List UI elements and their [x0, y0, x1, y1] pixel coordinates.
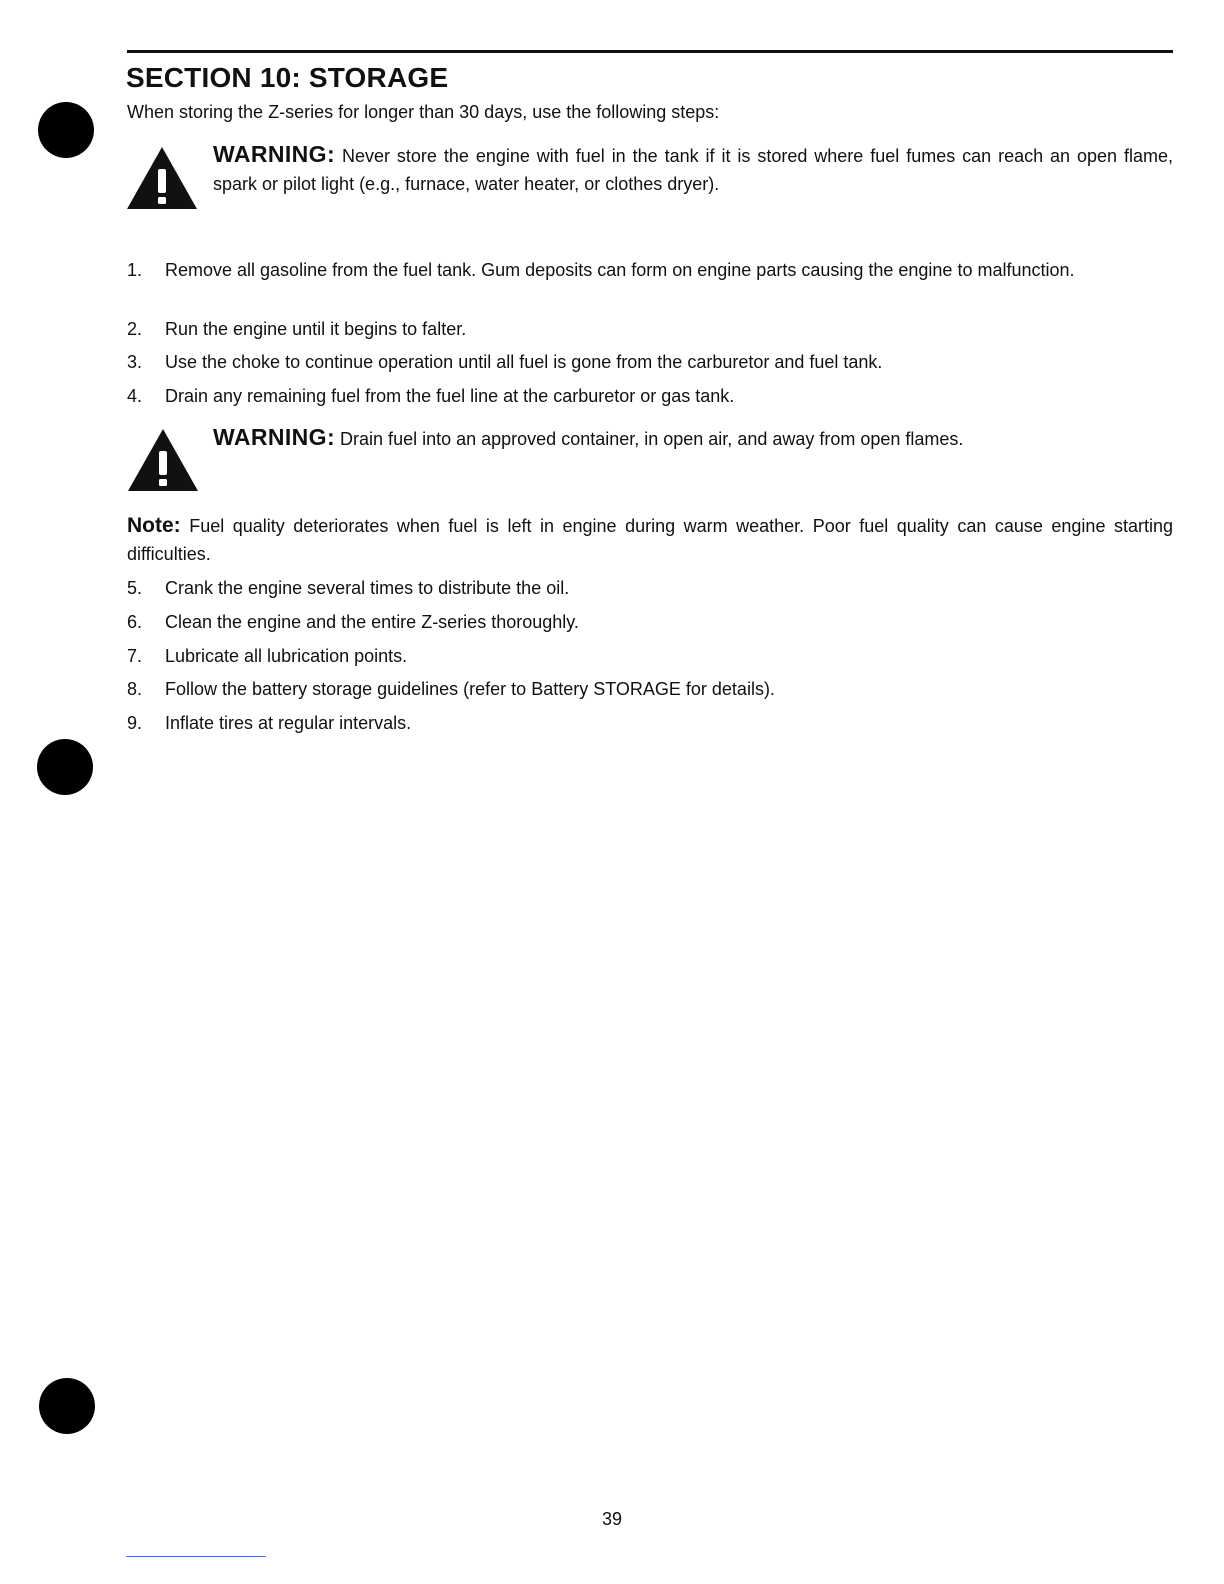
- section-title: SECTION 10: STORAGE: [126, 62, 449, 93]
- warning-block-fuel-drain: [213, 423, 1173, 453]
- note-label: Note:: [127, 514, 181, 537]
- step-text: Follow the battery storage guidelines (refer to Battery STORAGE for details).: [165, 679, 775, 699]
- list-item: [127, 710, 1173, 736]
- step-text: Lubricate all lubrication points.: [165, 646, 408, 666]
- warning-text: Never store the engine with fuel in the tank if it is stored where fuel fumes can reach an open flame, spark or pilot light (e.g., furnace, water heater, or clothes dryer).: [213, 146, 1173, 194]
- list-item: [127, 575, 1173, 601]
- section-intro: When storing the Z-series for longer than 30 days, use the following steps:: [127, 102, 720, 122]
- step-number: 7.: [127, 646, 143, 666]
- warning-triangle-icon: [126, 427, 200, 493]
- warning-label: WARNING:: [213, 424, 336, 450]
- step-text: Clean the engine and the entire Z-series thoroughly.: [165, 612, 579, 632]
- page-number: 39: [601, 1509, 623, 1529]
- step-number: 5.: [127, 578, 143, 598]
- top-rule: [127, 50, 1173, 53]
- step-text: Run the engine until it begins to falter.: [165, 319, 467, 339]
- note-text: Fuel quality deteriorates when fuel is left in engine during warm weather. Poor fuel quality can cause engine starting difficulties.: [127, 516, 1174, 564]
- note-block: [127, 512, 1173, 568]
- list-item: [127, 316, 1173, 342]
- warning-label: WARNING:: [213, 141, 336, 167]
- warning-block-fuel-storage: [213, 140, 1173, 198]
- warning-triangle-icon: [125, 145, 199, 211]
- list-item: [127, 257, 1173, 283]
- list-item: [127, 643, 1173, 669]
- step-number: 9.: [127, 713, 143, 733]
- list-item: [127, 609, 1173, 635]
- step-number: 1.: [127, 260, 143, 280]
- step-number: 3.: [127, 352, 143, 372]
- warning-text: Drain fuel into an approved container, in open air, and away from open flames.: [340, 429, 964, 449]
- step-text: Inflate tires at regular intervals.: [165, 713, 412, 733]
- step-text: Use the choke to continue operation until all fuel is gone from the carburetor and fuel tank.: [165, 352, 883, 372]
- list-item: [127, 383, 1173, 409]
- punch-hole-top: [38, 102, 94, 158]
- punch-hole-middle: [37, 739, 93, 795]
- step-text: Remove all gasoline from the fuel tank. Gum deposits can form on engine parts causing the engine to malfunction.: [165, 260, 1075, 280]
- list-item: [127, 676, 1173, 702]
- step-number: 8.: [127, 679, 143, 699]
- step-number: 4.: [127, 386, 143, 406]
- punch-hole-bottom: [39, 1378, 95, 1434]
- step-text: Drain any remaining fuel from the fuel line at the carburetor or gas tank.: [165, 386, 735, 406]
- step-text: Crank the engine several times to distribute the oil.: [165, 578, 570, 598]
- step-number: 2.: [127, 319, 143, 339]
- step-number: 6.: [127, 612, 143, 632]
- list-item: [127, 349, 1173, 375]
- footer-rule: [126, 1556, 266, 1557]
